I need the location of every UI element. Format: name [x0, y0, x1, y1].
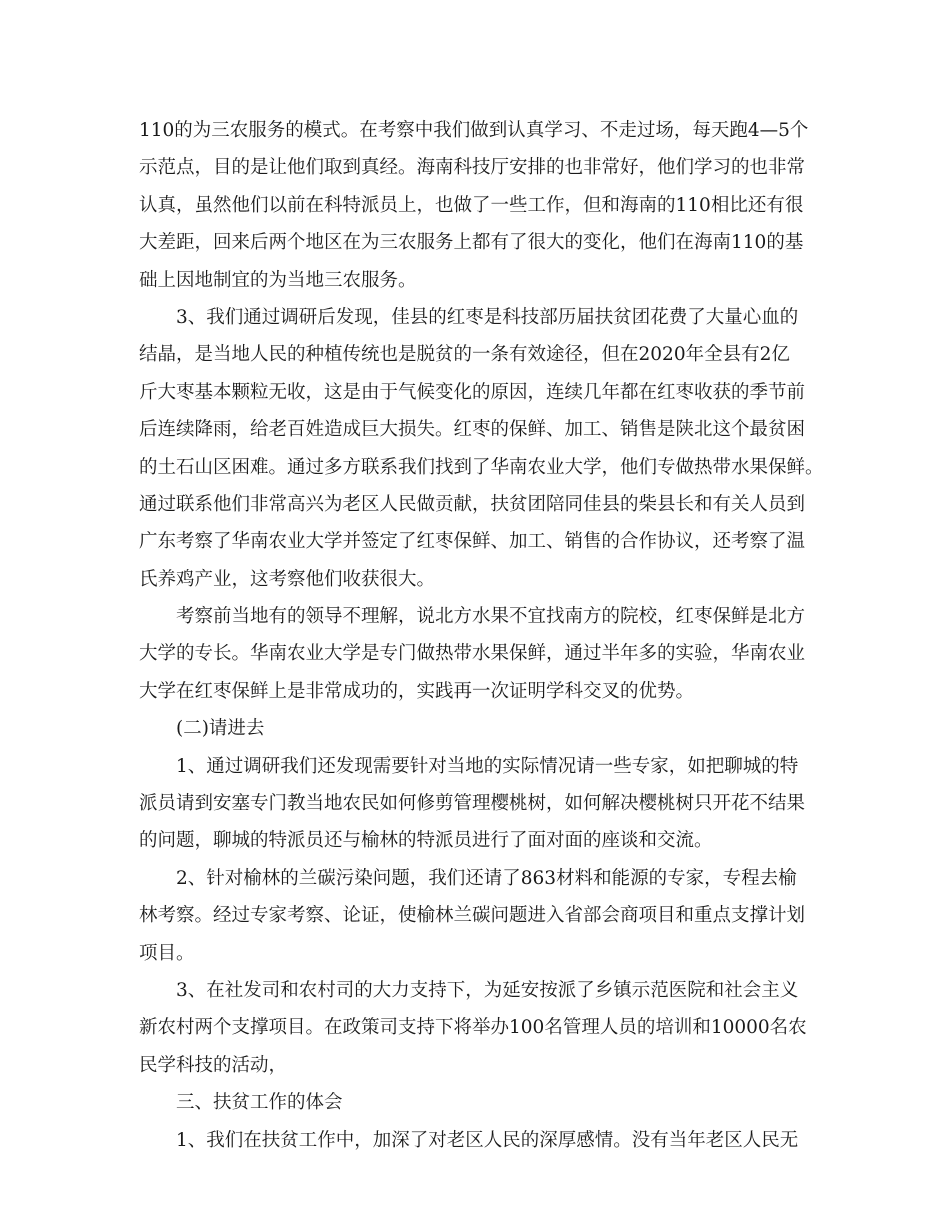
text-line: 认真，虽然他们以前在科特派员上，也做了一些工作，但和海南的110相比还有很 [139, 194, 804, 216]
text-line: 广东考察了华南农业大学并签定了红枣保鲜、加工、销售的合作协议，还考察了温 [139, 531, 806, 553]
paragraph [139, 1084, 819, 1121]
text-line: 大学在红枣保鲜上是非常成功的，实践再一次证明学科交叉的优势。 [139, 680, 695, 702]
paragraph [139, 112, 819, 299]
text-line: 的土石山区困难。通过多方联系我们找到了华南农业大学，他们专做热带水果保鲜。 [139, 456, 824, 478]
text-line: 考察前当地有的领导不理解，说北方水果不宜找南方的院校，红枣保鲜是北方 [176, 606, 806, 628]
text-line: 3、我们通过调研后发现，佳县的红枣是科技部历届扶贫团花费了大量心血的 [176, 306, 799, 328]
paragraph [139, 299, 824, 598]
text-line: 项目。 [139, 942, 195, 964]
paragraph [139, 860, 819, 972]
text-line: 氏养鸡产业，这考察他们收获很大。 [139, 568, 436, 590]
text-line: 大学的专长。华南农业大学是专门做热带水果保鲜，通过半年多的实验，华南农业 [139, 643, 806, 665]
text-line: 后连续降雨，给老百姓造成巨大损失。红枣的保鲜、加工、销售是陕北这个最贫困 [139, 419, 806, 441]
text-line: 新农村两个支撑项目。在政策司支持下将举办100名管理人员的培训和10000名农 [139, 1017, 807, 1039]
paragraph [139, 710, 819, 747]
text-line: 派员请到安塞专门教当地农民如何修剪管理樱桃树，如何解决樱桃树只开花不结果 [139, 793, 806, 815]
paragraph [139, 1122, 819, 1159]
text-line: 民学科技的活动， [139, 1054, 288, 1076]
text-line: 示范点，目的是让他们取到真经。海南科技厅安排的也非常好，他们学习的也非常 [139, 157, 806, 179]
text-line: 3、在社发司和农村司的大力支持下，为延安按派了乡镇示范医院和社会主义 [176, 979, 799, 1001]
text-line: 1、我们在扶贫工作中，加深了对老区人民的深厚感情。没有当年老区人民无 [176, 1129, 799, 1151]
paragraph [139, 972, 819, 1084]
text-line: 林考察。经过专家考察、论证，使榆林兰碳问题进入省部会商项目和重点支撑计划 [139, 905, 806, 927]
text-line: (二)请进去 [176, 718, 265, 740]
text-line: 的问题，聊城的特派员还与榆林的特派员进行了面对面的座谈和交流。 [139, 830, 713, 852]
text-line: 2、针对榆林的兰碳污染问题，我们还请了863材料和能源的专家，专程去榆 [176, 867, 797, 889]
text-line: 三、扶贫工作的体会 [176, 1092, 343, 1114]
text-line: 通过联系他们非常高兴为老区人民做贡献，扶贫团陪同佳县的柴县长和有关人员到 [139, 493, 806, 515]
text-line: 大差距，回来后两个地区在为三农服务上都有了很大的变化，他们在海南110的基 [139, 232, 804, 254]
paragraph [139, 748, 819, 860]
paragraph [139, 598, 819, 710]
text-line: 础上因地制宜的为当地三农服务。 [139, 269, 417, 291]
text-line: 结晶，是当地人民的种植传统也是脱贫的一条有效途径，但在2020年全县有2亿 [139, 344, 790, 366]
text-line: 110的为三农服务的模式。在考察中我们做到认真学习、不走过场，每天跑4—5个 [139, 120, 809, 141]
text-line: 斤大枣基本颗粒无收，这是由于气候变化的原因，连续几年都在红枣收获的季节前 [139, 381, 806, 403]
document-body [139, 112, 824, 1159]
text-line: 1、通过调研我们还发现需要针对当地的实际情况请一些专家，如把聊城的特 [176, 755, 799, 777]
